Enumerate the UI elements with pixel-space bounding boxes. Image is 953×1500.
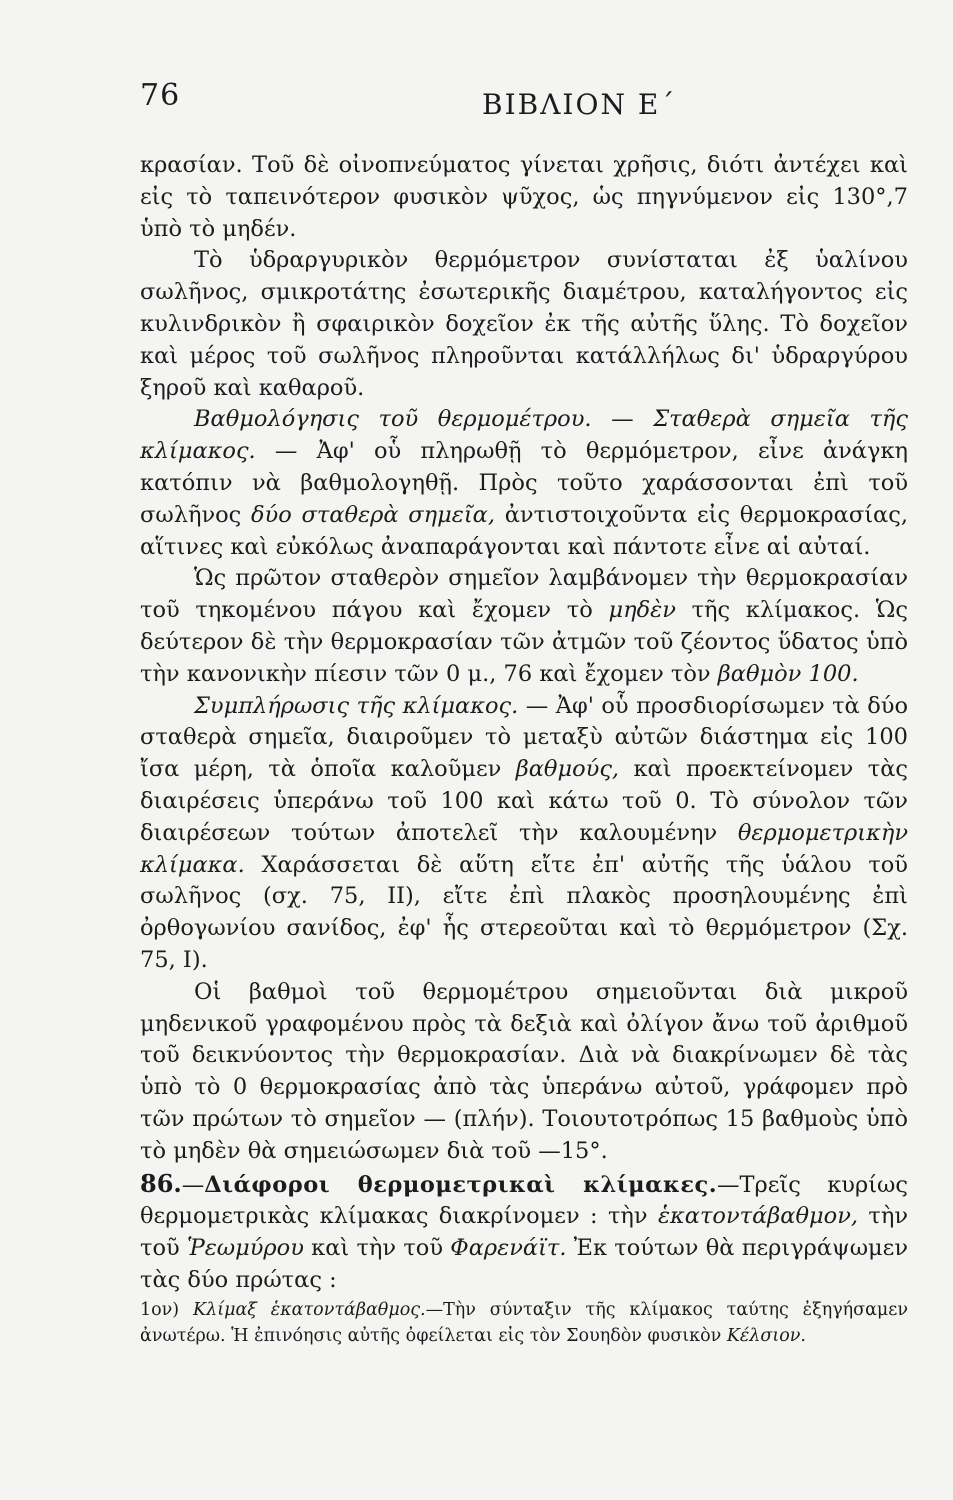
paragraph-3 [140,404,908,563]
paragraph-7-italic-reaumur: Ῥεωμύρου [186,1235,304,1262]
paragraph-3-text-a: — Ἀφ' οὗ πληρωθῇ τὸ θερμόμετρον, εἶνε ἀνάγκη κατόπιν νὰ βαθμολογηθῇ. Πρὸς τοῦτο χαράσσονται ἐπὶ τοῦ σωλῆνος [140,438,908,528]
paragraph-4-text-b: τῆς κλίμακος. Ὡς δεύτερον δὲ τὴν θερμοκρασίαν τῶν ἀτμῶν τοῦ ζέοντος ὕδατος ὑπὸ τὴν κανονικὴν πίεσιν τῶν 0 μ., 76 καὶ ἔχομεν τὸν [140,597,908,687]
paragraph-1: κρασίαν. Τοῦ δὲ οἰνοπνεύματος γίνεται χρῆσις, διότι ἀντέχει καὶ εἰς τὸ ταπεινότερον φυσικὸν ψῦχος, ὡς πηγνύμενον εἰς 130°,7 ὑπὸ τὸ μηδέν. [140,152,908,242]
page-number: 76 [140,78,181,113]
heading-dash: — [591,406,654,433]
footnote-text-a: —Τὴν σύνταξιν τῆς κλίμακος ταύτης ἐξηγήσαμεν ἀνωτέρω. Ἡ ἐπινόησις αὐτῆς ὀφείλεται εἰς τὸν Σουηδὸν φυσικὸν [140,1299,908,1346]
paragraph-7-italic-fahrenheit: Φαρενάϊτ. [450,1235,567,1262]
paragraph-7-text-d: Ἐκ τούτων θὰ περιγράψωμεν τὰς δύο πρώτας : [140,1235,909,1293]
paragraph-7-italic-centigrade: ἑκατοντάβαθμον, [657,1203,859,1230]
paragraph-2: Τὸ ὑδραργυρικὸν θερμόμετρον συνίσταται ἐξ ὑαλίνου σωλῆνος, σμικροτάτης ἐσωτερικῆς διαμέτρου, καταλήγοντος εἰς κυλινδρικὸν ἢ σφαιρικὸν δοχεῖον ἐκ τῆς αὐτῆς ὕλης. Τὸ δοχεῖον καὶ μέρος τοῦ σωλῆνος πληροῦνται κατάλλήλως δι' ὑδραργύρου ξηροῦ καὶ καθαροῦ. [140,247,908,401]
section-title: Διάφοροι θερμομετρικαὶ κλίμακες. [204,1171,718,1198]
footnote [140,1297,908,1349]
footnote-title: Κλίμαξ ἑκατοντάβαθμος. [193,1299,426,1320]
footnote-label: 1ον) [140,1299,180,1320]
paragraph-4-italic-degree: βαθμὸν 100. [717,660,859,687]
section-dash: — [181,1171,205,1198]
paragraph-5-text-c: Χαράσσεται δὲ αὕτη εἴτε ἐπ' αὐτῆς τῆς ὑάλου τοῦ σωλῆνος (σχ. 75, II), εἴτε ἐπὶ πλακὸς προσηλουμένης ἐπὶ ὀρθογωνίου σανίδος, ἐφ' ἧς στερεοῦται καὶ τὸ θερμόμετρον (Σχ. 75, I). [140,851,908,973]
running-title: ΒΙΒΛΙΟΝ Ε΄ [482,88,677,121]
paragraph-7-text-c: καὶ τὴν τοῦ [303,1235,451,1262]
paragraph-5 [140,691,908,977]
paragraph-7-text-a: —Τρεῖς κυρίως θερμομετρικὰς κλίμακας διακρίνομεν : τὴν [140,1171,908,1230]
paragraph-7 [140,1168,908,1297]
section-number: 86. [140,1168,182,1198]
paragraph-3-text-b: ἀντιστοιχοῦντα εἰς θερμοκρασίας, αἵτινες καὶ εὐκόλως ἀναπαράγονται καὶ πάντοτε εἶνε αἱ αὐταί. [140,501,908,560]
paragraph-5-text-b: καὶ προεκτείνομεν τὰς διαιρέσεις ὑπεράνω τοῦ 100 καὶ κάτω τοῦ 0. Τὸ σύνολον τῶν διαιρέσεων τούτων ἀποτελεῖ τὴν καλουμένην [140,756,908,846]
section-heading-calibration: Βαθμολόγησις τοῦ θερμομέτρου. [194,406,592,433]
paragraph-4-text-a: Ὡς πρῶτον σταθερὸν σημεῖον λαμβάνομεν τὴν θερμοκρασίαν τοῦ τηκομένου πάγου καὶ ἔχομεν τὸ [140,565,908,624]
paragraph-3-italic: δύο σταθερὰ σημεῖα, [251,501,495,528]
paragraph-6: Οἱ βαθμοὶ τοῦ θερμομέτρου σημειοῦνται διὰ μικροῦ μηδενικοῦ γραφομένου πρὸς τὰ δεξιὰ καὶ ὀλίγον ἄνω τοῦ ἀριθμοῦ τοῦ δεικνύοντος τὴν θερμοκρασίαν. Διὰ νὰ διακρίνωμεν δὲ τὰς ὑπὸ τὸ 0 θερμοκρασίας ἀπὸ τὰς ὑπεράνω αὐτοῦ, γράφομεν πρὸ τῶν πρώτων τὸ σημεῖον — (πλήν). Τοιουτοτρόπως 15 βαθμοὺς ὑπὸ τὸ μηδὲν θὰ σημειώσωμεν διὰ τοῦ —15°. [140,978,908,1164]
paragraph-5-italic-scale: θερμομετρικὴν κλίμακα. [140,819,908,878]
footnote-italic-celsius: Κέλσιον. [726,1325,806,1346]
subheading-fixed-points: Σταθερὰ σημεῖα τῆς κλίμακος. [140,406,908,465]
section-heading-scale-completion: Συμπλήρωσις τῆς κλίμακος. [194,692,519,719]
paragraph-7-text-b: τὴν τοῦ [140,1203,909,1262]
paragraph-4-italic-zero: μηδὲν [608,597,676,624]
paragraph-5-text-a: — Ἀφ' οὗ προσδιορίσωμεν τὰ δύο σταθερὰ σημεῖα, διαιροῦμεν τὸ μεταξὺ αὐτῶν διάστημα εἰς 100 ἴσα μέρη, τὰ ὁποῖα καλοῦμεν [140,692,908,783]
paragraph-5-italic-degrees: βαθμούς, [515,756,620,783]
paragraph-4 [140,563,908,690]
body-text [140,150,908,1349]
